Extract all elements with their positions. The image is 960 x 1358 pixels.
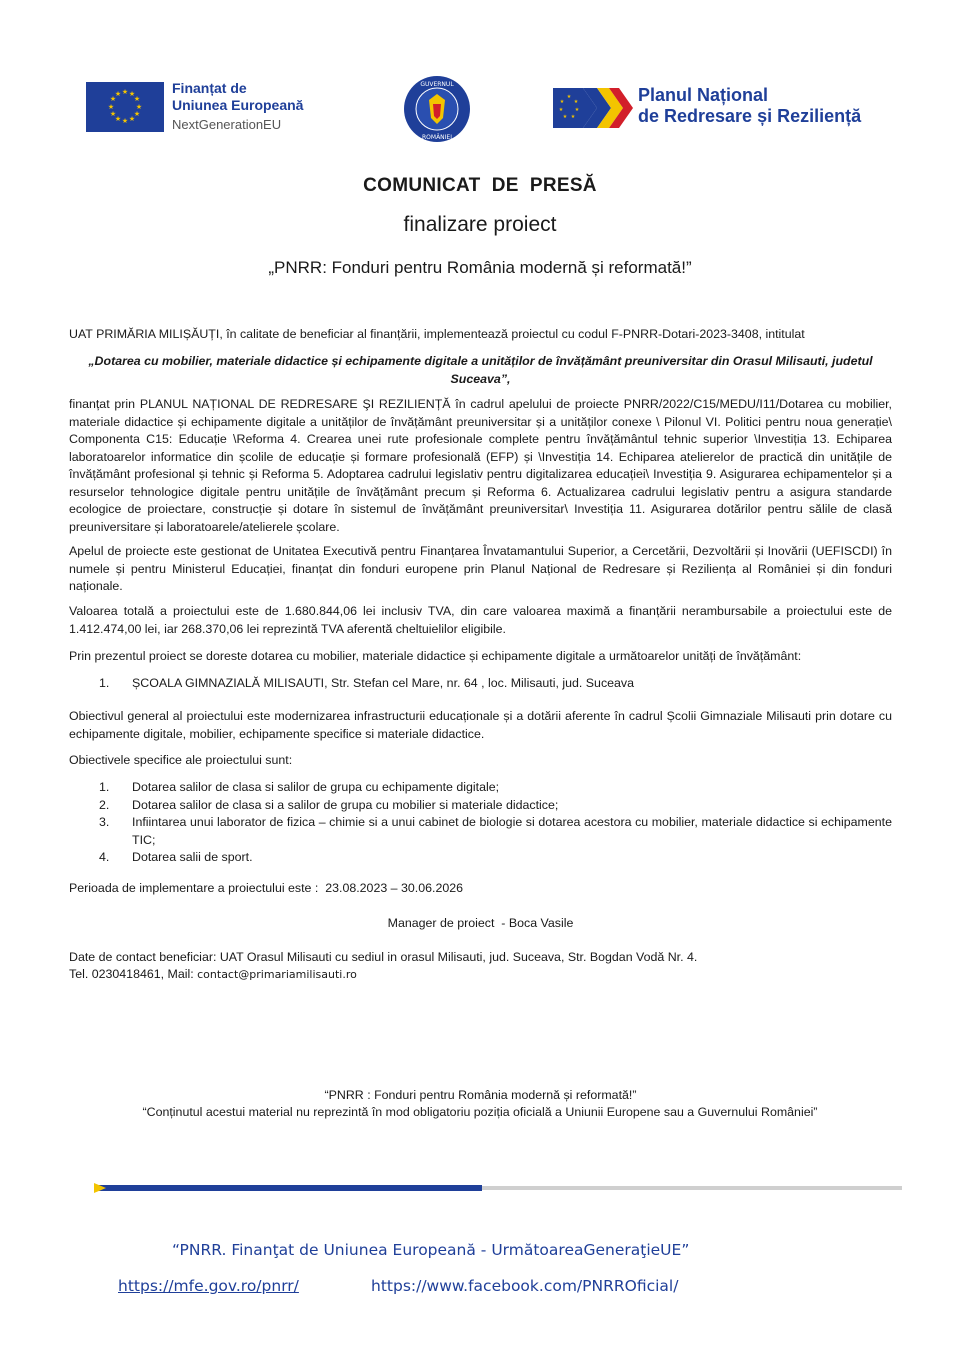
contact-email-link[interactable]: contact@primariamilisauti.ro: [197, 968, 357, 981]
footer-divider-grey: [482, 1186, 902, 1190]
footer-link-mfe[interactable]: https://mfe.gov.ro/pnrr/: [118, 1277, 299, 1295]
list-item-text: Infiintarea unui laborator de fizica – chimie si a unui cabinet de biologie si dotarea acestora cu mobilier, materiale didactice si echipamente TIC;: [132, 815, 892, 847]
svg-text:★: ★: [128, 90, 136, 98]
units-list: [69, 675, 892, 693]
implementation-period: Perioada de implementare a proiectului este : 23.08.2023 – 30.06.2026: [69, 881, 464, 895]
list-item-text: Dotarea salii de sport.: [132, 850, 253, 864]
eu-flag-icon: [86, 82, 164, 132]
svg-text:★: ★: [114, 90, 122, 98]
list-item-number: 3.: [99, 815, 110, 829]
svg-text:★: ★: [573, 99, 579, 105]
footer-divider-arrow-icon: [94, 1183, 106, 1193]
eu-logo-line1: Finanțat de: [172, 80, 247, 96]
svg-text:★: ★: [121, 117, 129, 125]
svg-text:★: ★: [570, 114, 576, 120]
project-manager: Manager de proiect - Boca Vasile: [387, 916, 574, 930]
footer-link-facebook[interactable]: [371, 1277, 678, 1295]
svg-text:★: ★: [574, 107, 580, 113]
contact-line1: Date de contact beneficiar: UAT Orasul Milisauti cu sediul in orasul Milisauti, jud. Suceava, Str. Bogdan Vodă Nr. 4.: [69, 950, 698, 964]
intro-paragraph: UAT PRIMĂRIA MILIȘĂUȚI, în calitate de beneficiar al finanțării, implementează proiectul cu codul F-PNRR-Dotari-2023-3408, intitulat: [69, 327, 805, 341]
value-paragraph: Valoarea totală a proiectului este de 1.680.844,06 lei inclusiv TVA, din care valoarea maximă a finanțării nerambursabile a proiectului este de 1.412.474,00 lei, iar 268.370,06 lei reprezintă TVA aferentă cheltuielilor eligibile.: [69, 604, 892, 636]
svg-text:ROMÂNIEI: ROMÂNIEI: [422, 134, 452, 141]
project-title: „Dotarea cu mobilier, materiale didactice și echipamente digitale a unităților de învățământ preuniversitar din Orasul Milisauti, judetul Suceava”,: [88, 354, 873, 386]
press-release-title: COMUNICAT DE PRESĂ: [363, 175, 597, 196]
eu-logo-line2: Uniunea Europeană: [172, 97, 304, 113]
specific-objectives-list: [69, 779, 892, 867]
svg-text:★: ★: [566, 94, 572, 100]
svg-text:★: ★: [559, 99, 565, 105]
list-item: [69, 675, 892, 693]
disclaimer-text: “Conținutul acestui material nu reprezintă în mod obligatoriu poziția oficială a Uniunii Europene sau a Guvernului României”: [142, 1105, 818, 1119]
list-item: [69, 779, 892, 797]
pnrr-logo-text: [638, 85, 861, 127]
pnrr-logo: [553, 84, 893, 132]
list-item-text: Dotarea salilor de clasa si salilor de grupa cu echipamente digitale;: [132, 780, 500, 794]
footer-divider-blue: [96, 1185, 482, 1191]
svg-text:★: ★: [562, 114, 568, 120]
specific-objectives-intro: Obiectivele specifice ale proiectului sunt:: [69, 753, 293, 767]
svg-text:★: ★: [107, 103, 115, 111]
list-item-number: 1.: [99, 676, 110, 690]
general-objective-paragraph: Obiectivul general al proiectului este modernizarea infrastructurii educaționale și a dotării aferente în cadrul Școlii Gimnaziale Milisauti prin dotare cu echipamente digitale, mobilier, echipamente specifice si materiale didactice.: [69, 709, 892, 741]
pnrr-logo-line2: de Redresare și Reziliență: [638, 106, 862, 126]
list-item-number: 4.: [99, 850, 110, 864]
romanian-government-seal-icon: [402, 74, 472, 144]
disclaimer-slogan: “PNRR : Fonduri pentru România modernă și reformată!”: [324, 1088, 637, 1102]
units-intro: Prin prezentul proiect se doreste dotarea cu mobilier, materiale didactice și echipamente digitale a următoarelor unități de învățământ:: [69, 649, 802, 663]
list-item: [69, 814, 892, 849]
svg-text:★: ★: [128, 115, 136, 123]
funding-paragraph: finanțat prin PLANUL NAȚIONAL DE REDRESARE ŞI REZILIENȚĂ în cadrul apelului de proiecte PNRR/2022/C15/MEDU/I11/Dotarea cu mobilier, materiale didactice și echipamente digitale a unităților de învățământ preuniversitar și a unităților conexe \ Pilonul VI. Politici pentru noua generație\ Componenta C15: Educație \Reforma 4. Crearea unei rute profesionale complete pentru învățământul tehnic superior \Investiția 13. Echiparea laboratoarelor informatice din școlile de educație și formare profesională (EFP) și \Investiția 14. Echiparea atelierelor de practică din unitățile de învățământ profesional și tehnic și Reforma 5. Adoptarea cadrului legislativ pentru digitalizarea educației\ Investiția 9. Asigurarea echipamentelor și a resurselor tehnologice digitale pentru unitățile de învățământ precum și Reforma 6. Actualizarea cadrului legislativ pentru a asigura standarde ecologice de proiectare, construcție și dotare în sistemul de învățământ preuniversitar\ Investiția 11. Asigurarea dotărilor pentru sălile de clasă preuniversitare și laboratoarele/atelierele școlare.: [69, 397, 892, 534]
svg-text:★: ★: [114, 115, 122, 123]
footer-link-facebook-text[interactable]: https://www.facebook.com/PNRROficial/: [371, 1277, 679, 1295]
svg-text:★: ★: [109, 110, 117, 118]
svg-text:★: ★: [558, 107, 564, 113]
footer-divider: [96, 1185, 902, 1191]
svg-text:★: ★: [133, 110, 141, 118]
eu-funding-logo: [86, 80, 356, 134]
svg-text:★: ★: [109, 95, 117, 103]
contact-phone: Tel. 0230418461, Mail:: [69, 967, 198, 981]
svg-text:GUVERNUL: GUVERNUL: [420, 81, 454, 88]
list-item: [69, 797, 892, 815]
pnrr-logo-line1: Planul Național: [638, 85, 769, 105]
contact-line2: [69, 966, 892, 984]
list-item-text: Dotarea salilor de clasa si a salilor de grupa cu mobilier si materiale didactice;: [132, 797, 559, 812]
list-item-text: ȘCOALA GIMNAZIALĂ MILISAUTI, Str. Stefan cel Mare, nr. 64 , loc. Milisauti, jud. Suceava: [132, 676, 635, 690]
list-item-number: 1.: [99, 780, 110, 794]
pnrr-flag-icon: [553, 84, 633, 132]
list-item-number: 2.: [99, 797, 110, 812]
svg-text:★: ★: [133, 95, 141, 103]
svg-text:★: ★: [135, 103, 143, 111]
list-item: [69, 849, 892, 867]
press-release-subtitle: finalizare proiect: [403, 213, 557, 236]
call-paragraph: Apelul de proiecte este gestionat de Unitatea Executivă pentru Finanțarea Învatamantului Superior, a Cercetării, Dezvoltării și Inovării (UEFISCDI) în numele și pentru Ministerul Educației, finanțat din fonduri europene prin Planul Național de Redresare și Reziliența al României și din fonduri naționale.: [69, 544, 892, 593]
press-release-slogan: „PNRR: Fonduri pentru România modernă și reformată!”: [268, 258, 692, 277]
footer-slogan: “PNRR. Finanţat de Uniunea Europeană - UrmătoareaGeneraţieUE”: [172, 1241, 690, 1259]
eu-logo-line3: NextGenerationEU: [172, 117, 282, 132]
svg-text:★: ★: [121, 88, 129, 96]
